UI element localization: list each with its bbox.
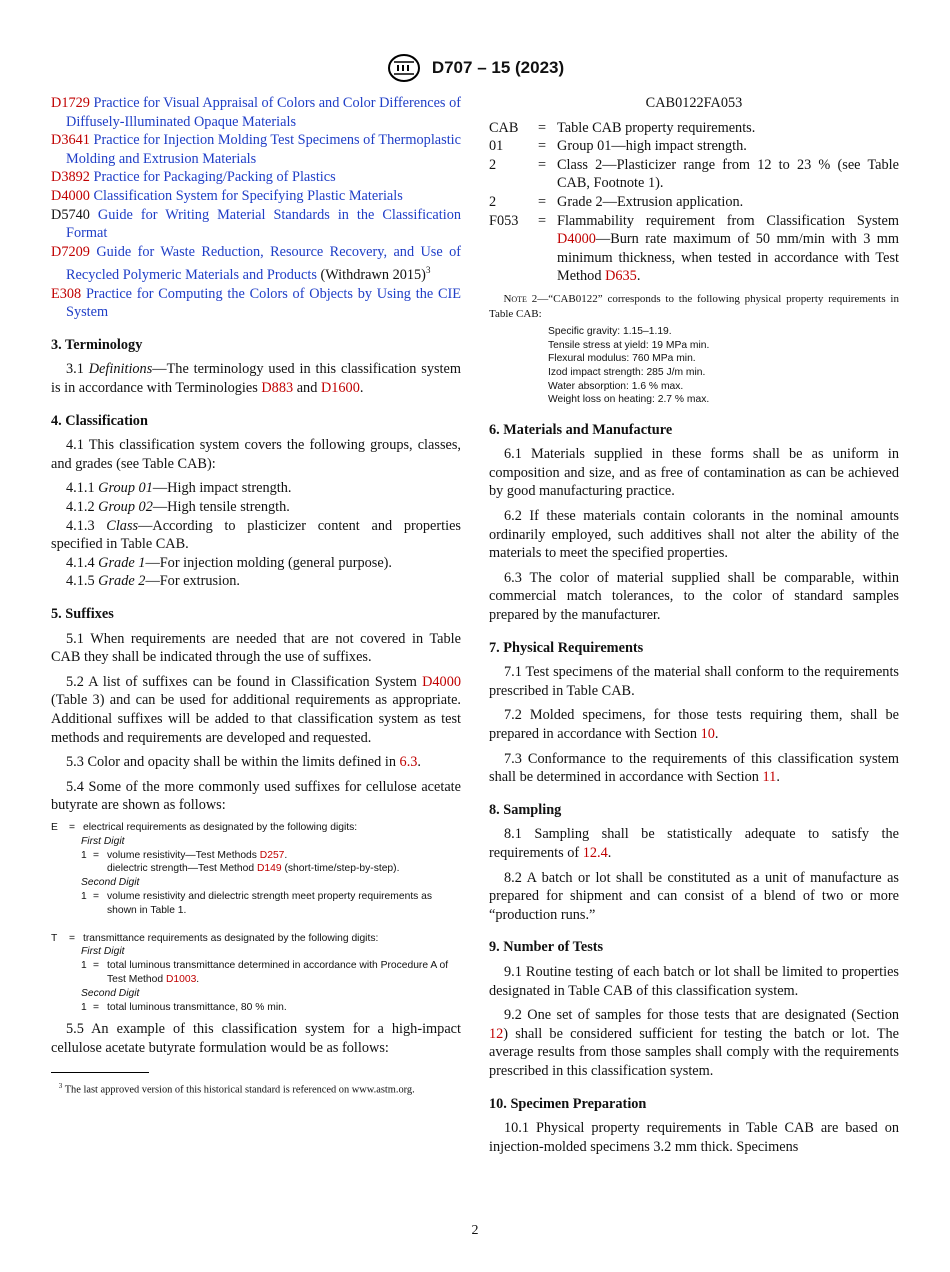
paragraph: 6.1 Materials supplied in these forms shall be as uniform in composition and size, and as free of contamination as can be achieved by good manufacturing practice. <box>489 446 899 500</box>
paragraph: 6.2 If these materials contain colorants in the nominal amounts ordinarily employed, such additives shall not alter the ability of the materials to meet the specified properties. <box>489 508 899 562</box>
spec-item: Flexural modulus: 760 MPa min. <box>548 353 696 365</box>
section-heading: 5. Suffixes <box>51 606 114 623</box>
section-heading: 4. Classification <box>51 412 148 429</box>
reference-code-link[interactable]: D3892 <box>51 169 90 186</box>
standard-link[interactable]: D4000 <box>557 231 596 248</box>
section-link[interactable]: 6.3 <box>399 754 418 771</box>
reference-item <box>51 94 461 131</box>
section-link[interactable]: 12 <box>489 1025 504 1042</box>
spec-item: Specific gravity: 1.15–1.19. <box>548 326 672 338</box>
definition-row: CAB = Table CAB property requirements. <box>489 119 756 136</box>
left-column <box>51 94 461 1097</box>
spec-item: Weight loss on heating: 2.7 % max. <box>548 394 710 406</box>
page-number: 2 <box>471 1223 479 1238</box>
paragraph: 3.1 Definitions—The terminology used in this classification system is in accordance with Terminologies D883 and D1600. <box>51 361 461 397</box>
reference-title-link[interactable]: Practice for Computing the Colors of Objects by Using the CIE System <box>66 285 461 321</box>
spec-item: Izod impact strength: 285 J/m min. <box>548 366 706 378</box>
section-heading: 6. Materials and Manufacture <box>489 421 673 438</box>
section-heading: 8. Sampling <box>489 801 562 818</box>
section-heading: 9. Number of Tests <box>489 939 604 956</box>
reference-item <box>51 243 461 285</box>
paragraph: 7.3 Conformance to the requirements of this classification system shall be determined in accordance with Section 11. <box>489 750 899 786</box>
reference-item <box>51 285 461 322</box>
reference-title-link[interactable]: Guide for Waste Reduction, Resource Recovery, and Use of Recycled Polymeric Materials and Products <box>66 243 461 284</box>
paragraph: 6.3 The color of material supplied shall be comparable, within commercial match tolerances, to the color of standard samples prepared by the manufacturer. <box>489 569 899 624</box>
paragraph: 8.2 A batch or lot shall be constituted as a unit of manufacture as prepared for shipment and can consist of a blend of two or more “production runs.” <box>489 869 899 923</box>
standard-link[interactable]: D635 <box>605 268 637 285</box>
reference-title-link[interactable]: Guide for Writing Material Standards in the Classification Format <box>66 206 461 242</box>
standard-link[interactable]: D4000 <box>422 673 461 690</box>
reference-item <box>51 187 461 206</box>
example-code: CAB0122FA053 <box>645 95 743 111</box>
section-heading: 7. Physical Requirements <box>489 639 644 656</box>
reference-item <box>51 131 461 168</box>
footnote-area <box>51 1072 461 1097</box>
paragraph: 5.4 Some of the more commonly used suffixes for cellulose acetate butyrate are shown as follows: <box>51 778 461 814</box>
reference-item <box>51 168 461 187</box>
subclause: 4.1.4 Grade 1—For injection molding (general purpose). <box>66 554 393 571</box>
footnote-marker[interactable]: 3 <box>425 265 431 276</box>
footnote-divider <box>51 1072 149 1073</box>
standard-link[interactable]: D1600 <box>320 380 360 397</box>
reference-code-link[interactable]: D3641 <box>51 132 90 149</box>
paragraph: 5.1 When requirements are needed that are not covered in Table CAB they shall be indicated through the use of suffixes. <box>51 630 461 666</box>
reference-list <box>51 94 461 322</box>
reference-title-link[interactable]: Practice for Injection Molding Test Specimens of Thermoplastic Molding and Extrusion Materials <box>66 132 462 167</box>
designation-title: D707 – 15 (2023) <box>431 58 565 77</box>
reference-item <box>51 206 461 243</box>
paragraph: 7.1 Test specimens of the material shall conform to the requirements prescribed in Table CAB. <box>489 664 899 699</box>
subclause: 4.1.2 Group 02—High tensile strength. <box>66 499 290 516</box>
paragraph: 8.1 Sampling shall be statistically adequate to satisfy the requirements of 12.4. <box>489 826 899 861</box>
spec-item: Tensile stress at yield: 19 MPa min. <box>548 339 710 351</box>
paragraph: 7.2 Molded specimens, for those tests requiring them, shall be prepared in accordance with Section 10. <box>489 707 899 742</box>
paragraph: 10.1 Physical property requirements in Table CAB are based on injection-molded specimens 3.2 mm thick. Specimens <box>489 1120 899 1155</box>
definition-row: 01 = Group 01—high impact strength. <box>489 138 747 155</box>
reference-title-link[interactable]: Practice for Packaging/Packing of Plastics <box>93 169 336 186</box>
suffix-t-block: T = transmittance requirements as designated by the following digits: First Digit 1 = total luminous transmittance determined in accordance with Procedure A of Test Method D1003. Second Digit 1 = total luminous transmittance, 80 % min. <box>51 932 449 1013</box>
reference-code-link[interactable]: D7209 <box>51 243 90 260</box>
right-column <box>489 94 899 1162</box>
definition-row: F053 = Flammability requirement from Classification System D4000—Burn rate maximum of 50 mm/min with 3 mm minimum thickness, when tested in accordance with Test Method D635. <box>489 212 899 285</box>
spec-list <box>489 325 899 407</box>
example-definitions <box>489 119 899 286</box>
paragraph: 5.2 A list of suffixes can be found in Classification System D4000 (Table 3) and can be used for additional requirements as appropriate. Additional suffixes will be added to that classification system as test methods and requirements are developed and requested. <box>51 673 461 746</box>
reference-code: D5740 <box>51 206 90 223</box>
paragraph: 9.1 Routine testing of each batch or lot shall be limited to properties designated in Table CAB of this classification system. <box>489 963 899 999</box>
note-2: Note 2—“CAB0122” corresponds to the following physical property requirements in Table CAB: <box>489 292 899 320</box>
subclause: 4.1.5 Grade 2—For extrusion. <box>66 573 240 590</box>
reference-code-link[interactable]: E308 <box>51 285 82 302</box>
reference-code-link[interactable]: D1729 <box>51 95 90 111</box>
astm-logo-icon <box>386 53 422 83</box>
paragraph: 5.3 Color and opacity shall be within the limits defined in 6.3. <box>66 754 421 771</box>
reference-withdrawn-note: (Withdrawn 2015) <box>316 267 426 284</box>
paragraph: 4.1 This classification system covers the following groups, classes, and grades (see Table CAB): <box>51 437 461 472</box>
footnote: $^3$ The last approved version of this historical standard is referenced on www.astm.org. <box>58 1081 415 1095</box>
standard-link[interactable]: D149 <box>256 863 282 875</box>
standard-link[interactable]: D883 <box>261 380 294 397</box>
spec-item: Water absorption: 1.6 % max. <box>548 380 684 392</box>
section-link[interactable]: 11 <box>762 769 777 786</box>
section-heading: 3. Terminology <box>51 336 143 353</box>
definition-row: 2 = Class 2—Plasticizer range from 12 to 23 % (see Table CAB, Footnote 1). <box>489 156 899 192</box>
reference-title-link[interactable]: Practice for Visual Appraisal of Colors and Color Differences of Diffusely-Illuminated Opaque Materials <box>66 95 461 130</box>
section-link[interactable]: 12.4 <box>582 844 608 861</box>
suffix-e-block: E = electrical requirements as designated by the following digits: First Digit 1 = volume resistivity—Test Methods D257. dielectric strength—Test Method D149 (short-time/step-by-step). Second Digit 1 = volume resistivity and dielectric strength meet property requirements as shown in Table 1. <box>51 821 433 916</box>
paragraph: 5.5 An example of this classification system for a high-impact cellulose acetate butyrate formulation would be as follows: <box>51 1021 461 1056</box>
reference-code-link[interactable]: D4000 <box>51 187 90 204</box>
standard-link[interactable]: D1003 <box>165 973 197 985</box>
definition-row: 2 = Grade 2—Extrusion application. <box>489 193 744 210</box>
standard-link[interactable]: D257 <box>259 849 285 861</box>
section-link[interactable]: 10 <box>700 726 715 742</box>
section-heading: 10. Specimen Preparation <box>489 1095 647 1112</box>
subclause: 4.1.3 Class—According to plasticizer content and properties specified in Table CAB. <box>51 517 461 553</box>
paragraph: 9.2 One set of samples for those tests that are designated (Section 12) shall be considered sufficient for testing the batch or lot. The average results from those samples shall comply with the requirements prescribed in this classification system. <box>489 1007 899 1079</box>
subclause: 4.1.1 Group 01—High impact strength. <box>66 480 292 497</box>
reference-title-link[interactable]: Classification System for Specifying Plastic Materials <box>93 187 403 204</box>
page-header <box>0 53 950 83</box>
